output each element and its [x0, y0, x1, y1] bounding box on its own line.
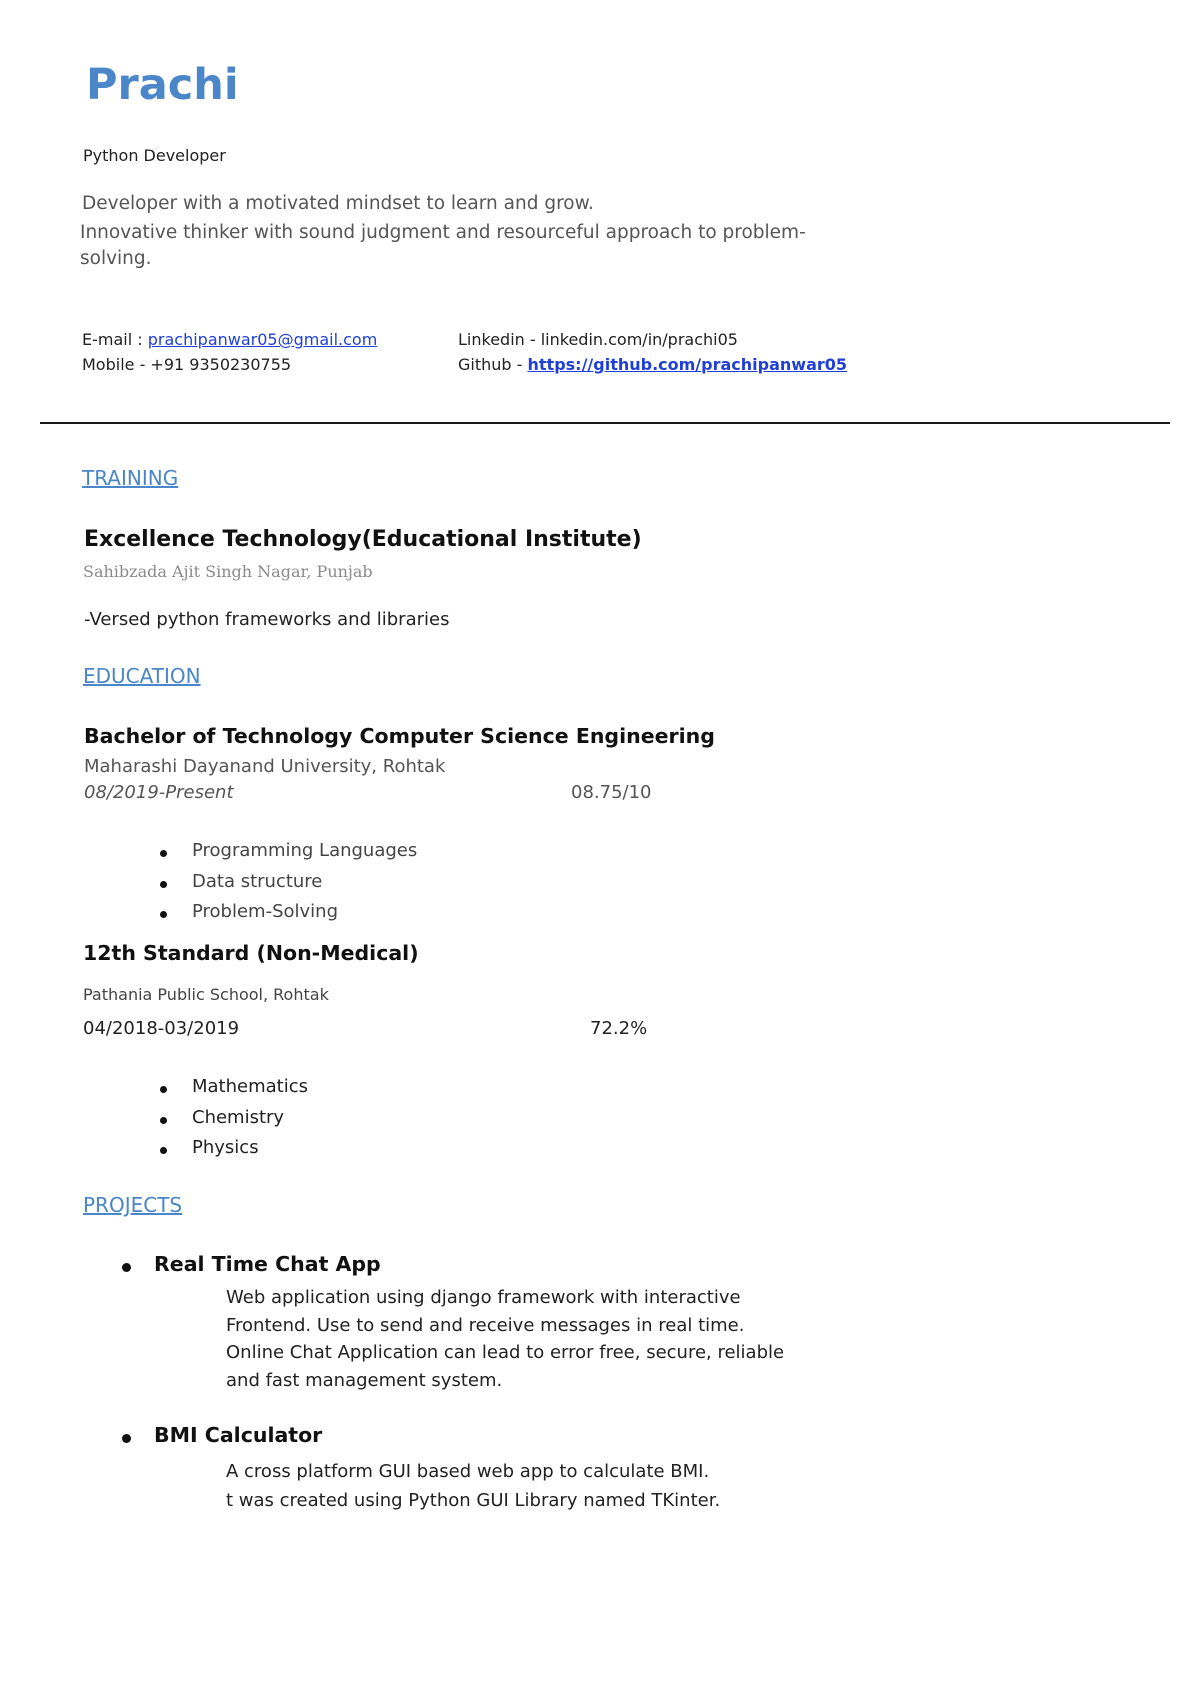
school-title: 12th Standard (Non-Medical) [83, 941, 419, 965]
subject: Data structure [192, 870, 323, 892]
summary-line: Innovative thinker with sound judgment and resourceful approach to problem- [80, 222, 806, 243]
list-item [84, 901, 684, 932]
bullet-icon [122, 1263, 131, 1272]
subject: Programming Languages [192, 840, 418, 861]
bullet-icon [122, 1434, 131, 1443]
school-score: 72.2% [590, 1018, 648, 1039]
degree-subjects [84, 840, 684, 932]
project-description [226, 1284, 784, 1394]
project-title: Real Time Chat App [154, 1252, 381, 1276]
description-line: Online Chat Application can lead to error free, secure, reliable [226, 1342, 785, 1363]
description-line: Web application using django framework with interactive [226, 1287, 741, 1308]
mobile: Mobile - +91 9350230755 [82, 355, 292, 374]
list-item [84, 1107, 684, 1138]
candidate-name: Prachi [86, 60, 239, 110]
email-link[interactable]: prachipanwar05@gmail.com [147, 330, 378, 349]
bullet-icon [160, 1086, 167, 1093]
degree-title: Bachelor of Technology Computer Science Engineering [84, 724, 715, 748]
description-line: t was created using Python GUI Library named TKinter. [226, 1490, 721, 1511]
list-item [84, 840, 684, 871]
bullet-icon [160, 1147, 167, 1154]
description-line: Frontend. Use to send and receive messages in real time. [226, 1314, 745, 1336]
training-note: -Versed python frameworks and libraries [84, 609, 450, 630]
bullet-icon [160, 850, 167, 857]
subject: Physics [192, 1137, 259, 1158]
subject: Mathematics [192, 1076, 308, 1097]
summary-line: solving. [80, 248, 152, 269]
training-location: Sahibzada Ajit Singh Nagar, Punjab [83, 562, 373, 581]
project-description [226, 1457, 720, 1515]
list-item [84, 1076, 684, 1107]
list-item [84, 1137, 684, 1168]
list-item [84, 871, 684, 902]
summary [82, 189, 842, 273]
school-subjects [84, 1076, 684, 1168]
bullet-icon [160, 911, 167, 918]
job-title: Python Developer [83, 146, 226, 165]
divider [40, 422, 1170, 424]
training-title: Excellence Technology(Educational Institute) [84, 527, 642, 552]
school-institute: Pathania Public School, Rohtak [83, 985, 329, 1004]
description-line: A cross platform GUI based web app to calculate BMI. [226, 1461, 710, 1482]
project-title: BMI Calculator [154, 1423, 323, 1447]
degree-score: 08.75/10 [571, 782, 652, 803]
summary-line: Developer with a motivated mindset to learn and grow. [82, 193, 594, 214]
github-row [458, 355, 847, 374]
section-heading-training: TRAINING [82, 466, 179, 490]
subject: Chemistry [192, 1106, 285, 1128]
bullet-icon [160, 1117, 167, 1124]
section-heading-projects: PROJECTS [83, 1193, 183, 1217]
section-heading-education: EDUCATION [83, 664, 201, 688]
degree-institute: Maharashi Dayanand University, Rohtak [84, 756, 446, 777]
github-link[interactable]: https://github.com/prachipanwar05 [527, 355, 848, 374]
school-dates: 04/2018-03/2019 [83, 1018, 240, 1039]
subject: Problem-Solving [192, 901, 339, 922]
github-label: Github - [458, 355, 528, 374]
bullet-icon [160, 881, 167, 888]
email-row [82, 330, 377, 349]
description-line: and fast management system. [226, 1369, 503, 1391]
email-label: E-mail : [82, 330, 148, 349]
degree-dates: 08/2019-Present [84, 782, 234, 803]
linkedin: Linkedin - linkedin.com/in/prachi05 [458, 330, 738, 349]
